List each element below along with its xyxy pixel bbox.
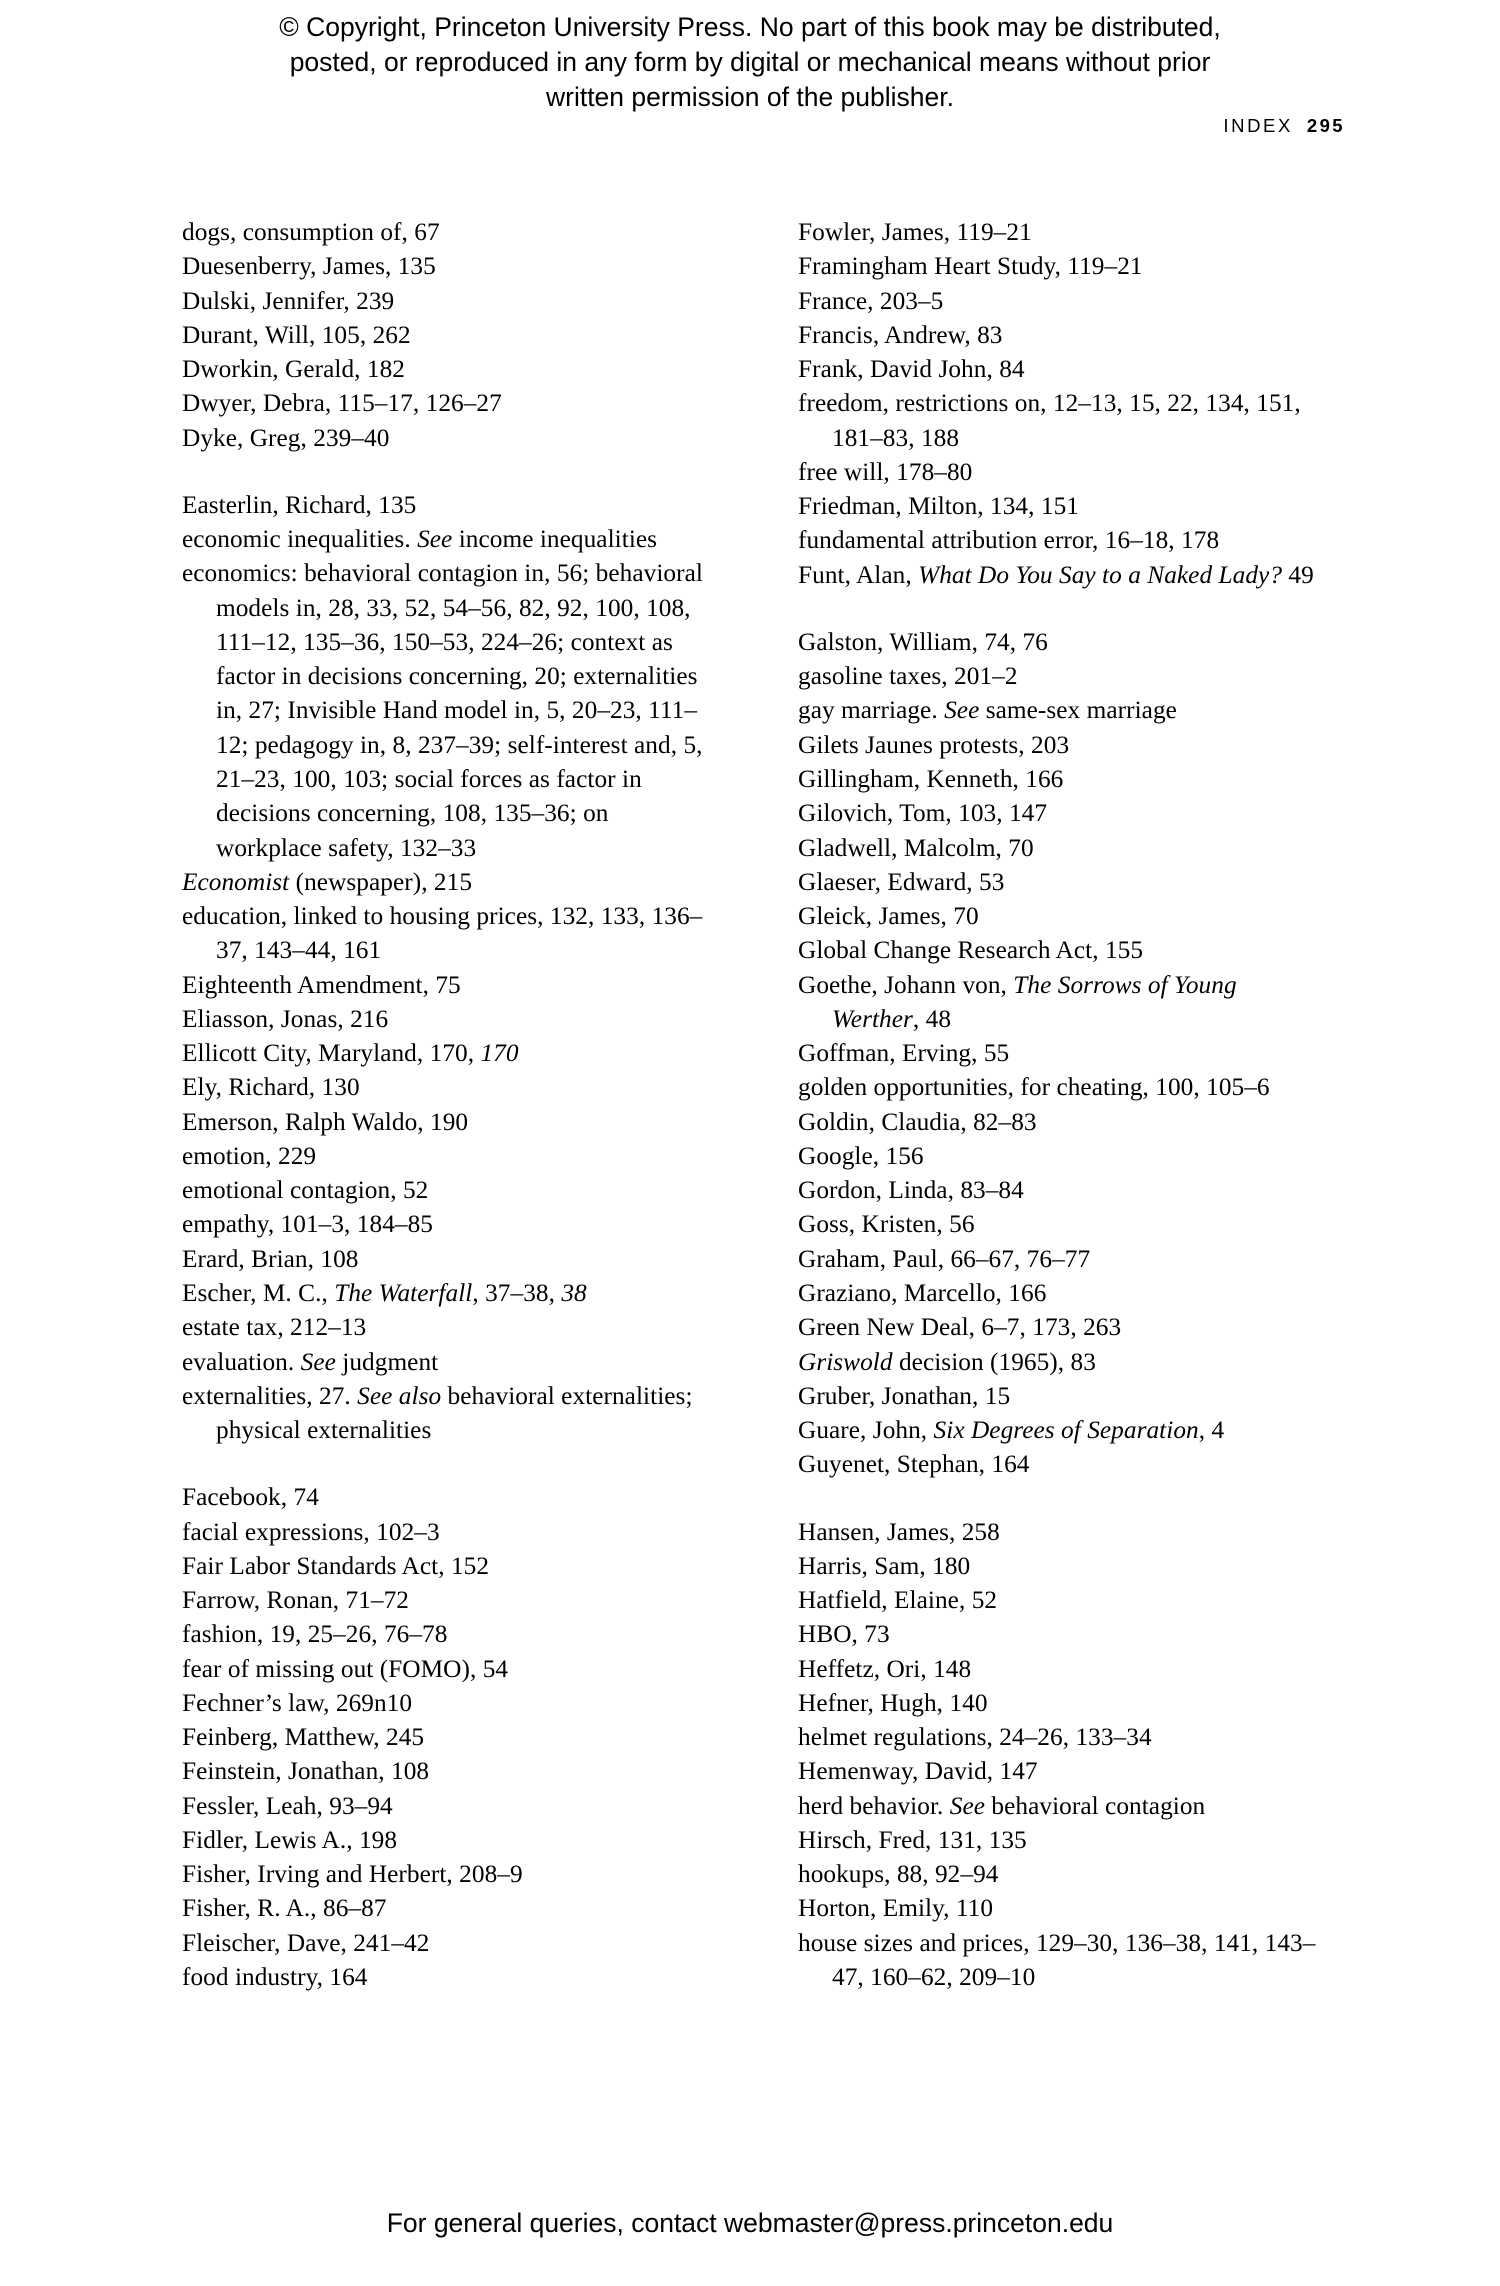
index-entry: Global Change Research Act, 155 [798,936,1144,965]
index-entry: Graham, Paul, 66–67, 76–77 [798,1244,1091,1273]
index-entry: Emerson, Ralph Waldo, 190 [182,1107,469,1136]
index-entry: Duesenberry, James, 135 [182,252,436,281]
index-entry: Dworkin, Gerald, 182 [182,355,406,384]
index-column-right [798,215,1322,1994]
index-entry: Dwyer, Debra, 115–17, 126–27 [182,389,502,418]
running-head [1223,115,1345,137]
index-entry: Harris, Sam, 180 [798,1551,971,1580]
index-entry: Farrow, Ronan, 71–72 [182,1586,410,1615]
index-entry: Glaeser, Edward, 53 [798,867,1005,896]
index-entry: dogs, consumption of, 67 [182,218,440,246]
index-entry: economic inequalities. See income inequalities [182,525,658,554]
index-entry: Eighteenth Amendment, 75 [182,970,461,999]
index-entry: Goffman, Erving, 55 [798,1039,1010,1068]
copyright-notice: © Copyright, Princeton University Press. No part of this book may be distributed, posted, or reproduced in any form by digital or mechanical means without prior written permission of the publisher. [279,12,1221,112]
index-entry: evaluation. See judgment [182,1347,439,1376]
index-entry: Feinberg, Matthew, 245 [182,1723,425,1752]
index-section-gap [182,455,706,488]
index-entry: fear of missing out (FOMO), 54 [182,1654,509,1683]
index-entry: Fisher, R. A., 86–87 [182,1894,387,1923]
index-entry: fashion, 19, 25–26, 76–78 [182,1620,448,1649]
index-entry: Erard, Brian, 108 [182,1244,359,1273]
index-entry: Gordon, Linda, 83–84 [798,1176,1024,1205]
index-entry: Green New Deal, 6–7, 173, 263 [798,1313,1122,1342]
index-columns [182,215,1322,1994]
index-entry: estate tax, 212–13 [182,1313,367,1342]
index-entry: Fechner’s law, 269n10 [182,1688,413,1717]
index-entry: Eliasson, Jonas, 216 [182,1004,389,1033]
index-entry: Fidler, Lewis A., 198 [182,1825,398,1854]
index-entry: Graziano, Marcello, 166 [798,1278,1047,1307]
index-entry: Griswold decision (1965), 83 [798,1347,1096,1376]
index-entry: Gilovich, Tom, 103, 147 [798,799,1048,828]
index-entry: Gilets Jaunes protests, 203 [798,730,1070,759]
index-entry: empathy, 101–3, 184–85 [182,1210,433,1239]
index-entry: Horton, Emily, 110 [798,1894,994,1923]
index-section-gap [798,592,1322,625]
index-entry: Gillingham, Kenneth, 166 [798,764,1064,793]
index-entry: Dulski, Jennifer, 239 [182,286,395,315]
index-entry: golden opportunities, for cheating, 100, 105–6 [798,1073,1270,1102]
index-entry: Hatfield, Elaine, 52 [798,1586,998,1615]
index-entry: Francis, Andrew, 83 [798,320,1003,349]
index-entry: Heffetz, Ori, 148 [798,1654,972,1683]
index-entry: free will, 178–80 [798,457,973,486]
index-entry: Framingham Heart Study, 119–21 [798,252,1143,281]
index-entry: gasoline taxes, 201–2 [798,662,1018,691]
index-entry: Durant, Will, 105, 262 [182,320,411,349]
index-entry: Gleick, James, 70 [798,902,979,931]
index-entry: France, 203–5 [798,286,944,315]
index-entry: Hemenway, David, 147 [798,1757,1038,1786]
index-entry: Hefner, Hugh, 140 [798,1688,988,1717]
index-entry: HBO, 73 [798,1620,890,1649]
index-entry: Easterlin, Richard, 135 [182,490,417,519]
index-entry: Fair Labor Standards Act, 152 [182,1551,490,1580]
index-entry: Guare, John, Six Degrees of Separation, 4 [798,1416,1225,1445]
index-entry: house sizes and prices, 129–30, 136–38, 141, 143–47, 160–62, 209–10 [798,1928,1316,1992]
index-entry: Gladwell, Malcolm, 70 [798,833,1034,862]
index-entry: emotion, 229 [182,1141,317,1170]
index-entry: food industry, 164 [182,1963,368,1992]
index-entry: Fowler, James, 119–21 [798,218,1032,246]
index-entry: Frank, David John, 84 [798,355,1025,384]
index-entry: emotional contagion, 52 [182,1176,429,1205]
index-entry: Galston, William, 74, 76 [798,627,1048,656]
index-entry: Fisher, Irving and Herbert, 208–9 [182,1860,523,1889]
index-entry: Economist (newspaper), 215 [182,867,473,896]
index-entry: Hansen, James, 258 [798,1517,1000,1546]
index-entry: Feinstein, Jonathan, 108 [182,1757,430,1786]
index-entry: gay marriage. See same-sex marriage [798,696,1177,725]
index-entry: Google, 156 [798,1141,924,1170]
index-section-gap [182,1447,706,1480]
index-entry: freedom, restrictions on, 12–13, 15, 22, 134, 151, 181–83, 188 [798,389,1301,452]
index-entry: economics: behavioral contagion in, 56; behavioral models in, 28, 33, 52, 54–56, 82, 92, 100, 108, 111–12, 135–36, 150–53, 224–26; context as factor in decisions concerning, 20; externalities in, 27; Invisible Hand model in, 5, 20–23, 111–12; pedagogy in, 8, 237–39; self-interest and, 5, 21–23, 100, 103; social forces as factor in decisions concerning, 108, 135–36; on workplace safety, 132–33 [182,559,703,862]
index-entry: facial expressions, 102–3 [182,1517,440,1546]
page-number: 295 [1306,115,1345,136]
index-entry: Goss, Kristen, 56 [798,1210,975,1239]
index-entry: herd behavior. See behavioral contagion [798,1791,1206,1820]
running-head-label: INDEX [1223,115,1293,136]
index-entry: externalities, 27. See also behavioral externalities; physical externalities [182,1381,693,1445]
footer-queries-note: For general queries, contact webmaster@press.princeton.edu [386,2208,1114,2238]
index-entry: Goldin, Claudia, 82–83 [798,1107,1037,1136]
index-entry: Fessler, Leah, 93–94 [182,1791,393,1820]
index-entry: Dyke, Greg, 239–40 [182,423,390,452]
index-entry: Friedman, Milton, 134, 151 [798,492,1079,521]
index-entry: Ely, Richard, 130 [182,1073,360,1102]
index-entry: Gruber, Jonathan, 15 [798,1381,1011,1410]
index-entry: Fleischer, Dave, 241–42 [182,1928,430,1957]
index-entry: Facebook, 74 [182,1483,319,1512]
index-entry: Ellicott City, Maryland, 170, 170 [182,1039,519,1068]
index-entry: helmet regulations, 24–26, 133–34 [798,1723,1152,1752]
index-entry: Hirsch, Fred, 131, 135 [798,1825,1027,1854]
index-entry: Funt, Alan, What Do You Say to a Naked Lady? 49 [798,560,1314,589]
index-entry: Guyenet, Stephan, 164 [798,1450,1030,1479]
index-entry: fundamental attribution error, 16–18, 178 [798,526,1220,555]
index-entry: Goethe, Johann von, The Sorrows of Young Werther, 48 [798,970,1237,1033]
index-entry: education, linked to housing prices, 132, 133, 136–37, 143–44, 161 [182,902,703,965]
index-entry: Escher, M. C., The Waterfall, 37–38, 38 [182,1278,587,1307]
index-column-left [182,215,706,1994]
index-entry: hookups, 88, 92–94 [798,1860,999,1889]
index-section-gap [798,1482,1322,1515]
